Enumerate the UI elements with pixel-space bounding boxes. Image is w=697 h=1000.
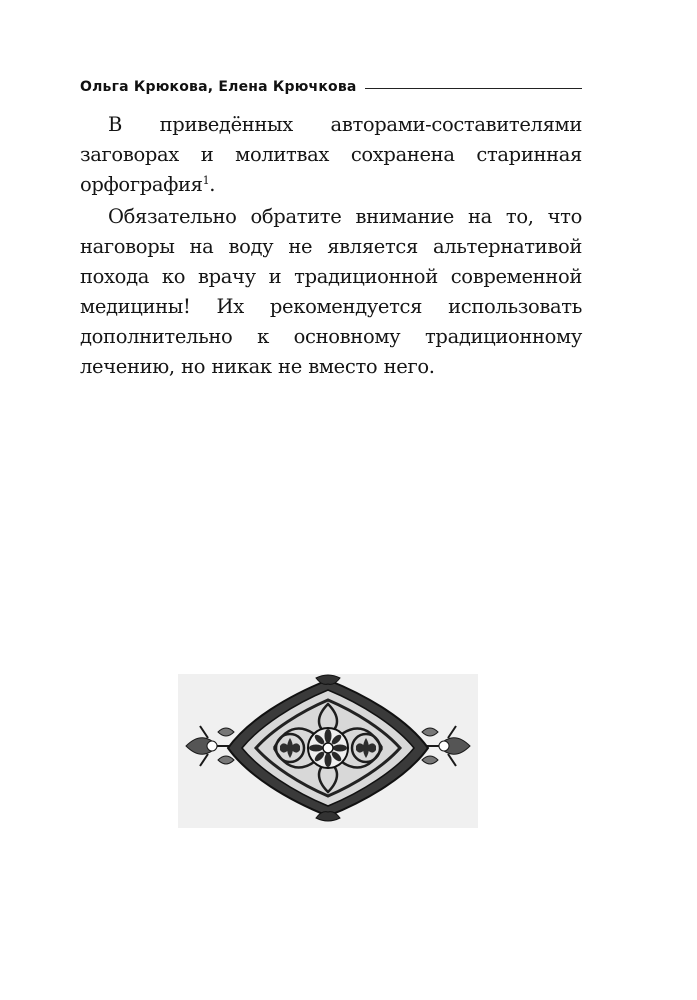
header-rule	[365, 88, 582, 89]
paragraph-2: Обязательно обратите внимание на то, что наговоры на воду не является альтернативой похода ко врачу и традиционной современной медицины! Их рекомендуется использовать дополнительно к основному традиционному лечению, но никак не вместо него.	[80, 205, 582, 378]
header-author-1: Ольга Крюкова	[80, 79, 208, 95]
header-authors	[80, 79, 357, 95]
body-text	[80, 110, 582, 384]
ornament-graphic	[178, 674, 478, 828]
paragraph-1-text: В приведённых авторами-составителями заговорах и молитвах сохранена старинная орфография	[80, 113, 582, 196]
running-header	[80, 76, 582, 98]
paragraph-1	[80, 110, 582, 200]
decorative-vignette-icon	[178, 674, 478, 828]
footnote-reference[interactable]: 1	[202, 174, 210, 187]
paragraph-1-end: .	[209, 173, 216, 196]
header-author-2: Елена Крючкова	[218, 79, 357, 95]
header-separator: ,	[207, 79, 214, 95]
